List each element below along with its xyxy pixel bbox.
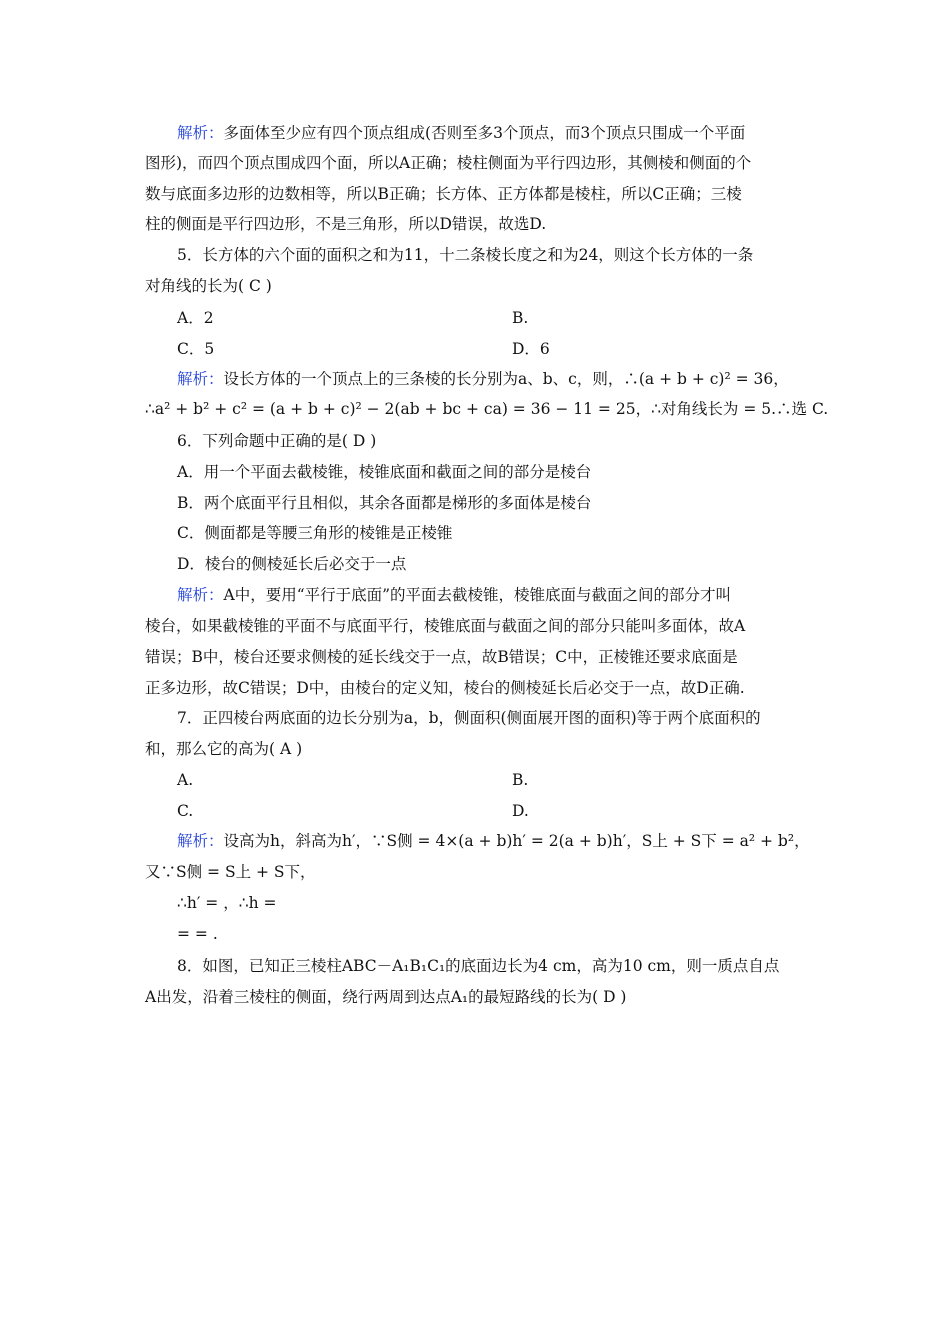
analysis-label: 解析： bbox=[177, 832, 224, 850]
q4-analysis-line-1: 解析：多面体至少应有四个顶点组成(否则至多3个顶点，而3个顶点只围成一个平面 bbox=[177, 124, 746, 142]
q7-analysis-line-3: ∴h′ = ，∴h = bbox=[177, 894, 277, 912]
q7-stem-line-2: 和，那么它的高为( A ) bbox=[145, 740, 303, 758]
q8-stem-line-1: 8．如图，已知正三棱柱ABC－A₁B₁C₁的底面边长为4 cm，高为10 cm，则一质点自点 bbox=[177, 957, 780, 975]
q4-analysis-line-4: 柱的侧面是平行四边形，不是三角形，所以D错误，故选D. bbox=[145, 215, 547, 233]
q5-option-c: C．5 bbox=[177, 340, 215, 358]
q4-analysis-line-3: 数与底面多边形的边数相等，所以B正确；长方体、正方体都是棱柱，所以C正确；三棱 bbox=[145, 185, 742, 203]
q7-analysis-line-1: 解析：设高为h，斜高为h′，∵S侧 = 4×(a + b)h′ = 2(a + b)h′，S上 + S下 = a² + b²， bbox=[177, 832, 810, 850]
q5-stem-line-2: 对角线的长为( C ) bbox=[145, 277, 272, 295]
q5-option-a: A．2 bbox=[177, 309, 214, 327]
q5-analysis-line-2: ∴a² + b² + c² = (a + b + c)² − 2(ab + bc + ca) = 36 − 11 = 25，∴对角线长为 = 5.∴选 C. bbox=[145, 400, 829, 418]
q8-stem-line-2: A出发，沿着三棱柱的侧面，绕行两周到达点A₁的最短路线的长为( D ) bbox=[145, 988, 627, 1006]
q6-analysis-line-3: 错误；B中，棱台还要求侧棱的延长线交于一点，故B错误；C中，正棱锥还要求底面是 bbox=[145, 648, 738, 666]
analysis-label: 解析： bbox=[177, 370, 224, 388]
q6-option-a: A．用一个平面去截棱锥，棱锥底面和截面之间的部分是棱台 bbox=[177, 463, 592, 481]
q5-option-d: D．6 bbox=[512, 340, 550, 358]
analysis-label: 解析： bbox=[177, 124, 224, 142]
q7-analysis-line-4: = = . bbox=[177, 925, 218, 943]
q7-stem-line-1: 7．正四棱台两底面的边长分别为a，b，侧面积(侧面展开图的面积)等于两个底面积的 bbox=[177, 709, 761, 727]
q5-analysis-line-1: 解析：设长方体的一个顶点上的三条棱的长分别为a、b、c，则，∴(a + b + c)² = 36， bbox=[177, 370, 789, 388]
analysis-label: 解析： bbox=[177, 586, 224, 604]
q7-option-a: A. bbox=[177, 771, 194, 789]
q6-option-d: D．棱台的侧棱延长后必交于一点 bbox=[177, 555, 407, 573]
q6-analysis-line-4: 正多边形，故C错误；D中，由棱台的定义知，棱台的侧棱延长后必交于一点，故D正确. bbox=[145, 679, 745, 697]
q7-option-d: D. bbox=[512, 802, 529, 820]
q5-stem-line-1: 5．长方体的六个面的面积之和为11，十二条棱长度之和为24，则这个长方体的一条 bbox=[177, 246, 754, 264]
q6-option-b: B．两个底面平行且相似，其余各面都是梯形的多面体是棱台 bbox=[177, 494, 592, 512]
q6-analysis-line-2: 棱台，如果截棱锥的平面不与底面平行，棱锥底面与截面之间的部分只能叫多面体，故A bbox=[145, 617, 746, 635]
q6-stem: 6．下列命题中正确的是( D ) bbox=[177, 432, 377, 450]
q7-option-b: B. bbox=[512, 771, 529, 789]
q6-analysis-line-1: 解析：A中，要用“平行于底面”的平面去截棱锥，棱锥底面与截面之间的部分才叫 bbox=[177, 586, 732, 604]
q7-analysis-line-2: 又∵S侧 = S上 + S下， bbox=[145, 863, 316, 881]
q7-option-c: C. bbox=[177, 802, 194, 820]
q6-option-c: C．侧面都是等腰三角形的棱锥是正棱锥 bbox=[177, 524, 453, 542]
q4-analysis-line-2: 图形)，而四个顶点围成四个面，所以A正确；棱柱侧面为平行四边形，其侧棱和侧面的个 bbox=[145, 154, 752, 172]
q5-option-b: B. bbox=[512, 309, 529, 327]
